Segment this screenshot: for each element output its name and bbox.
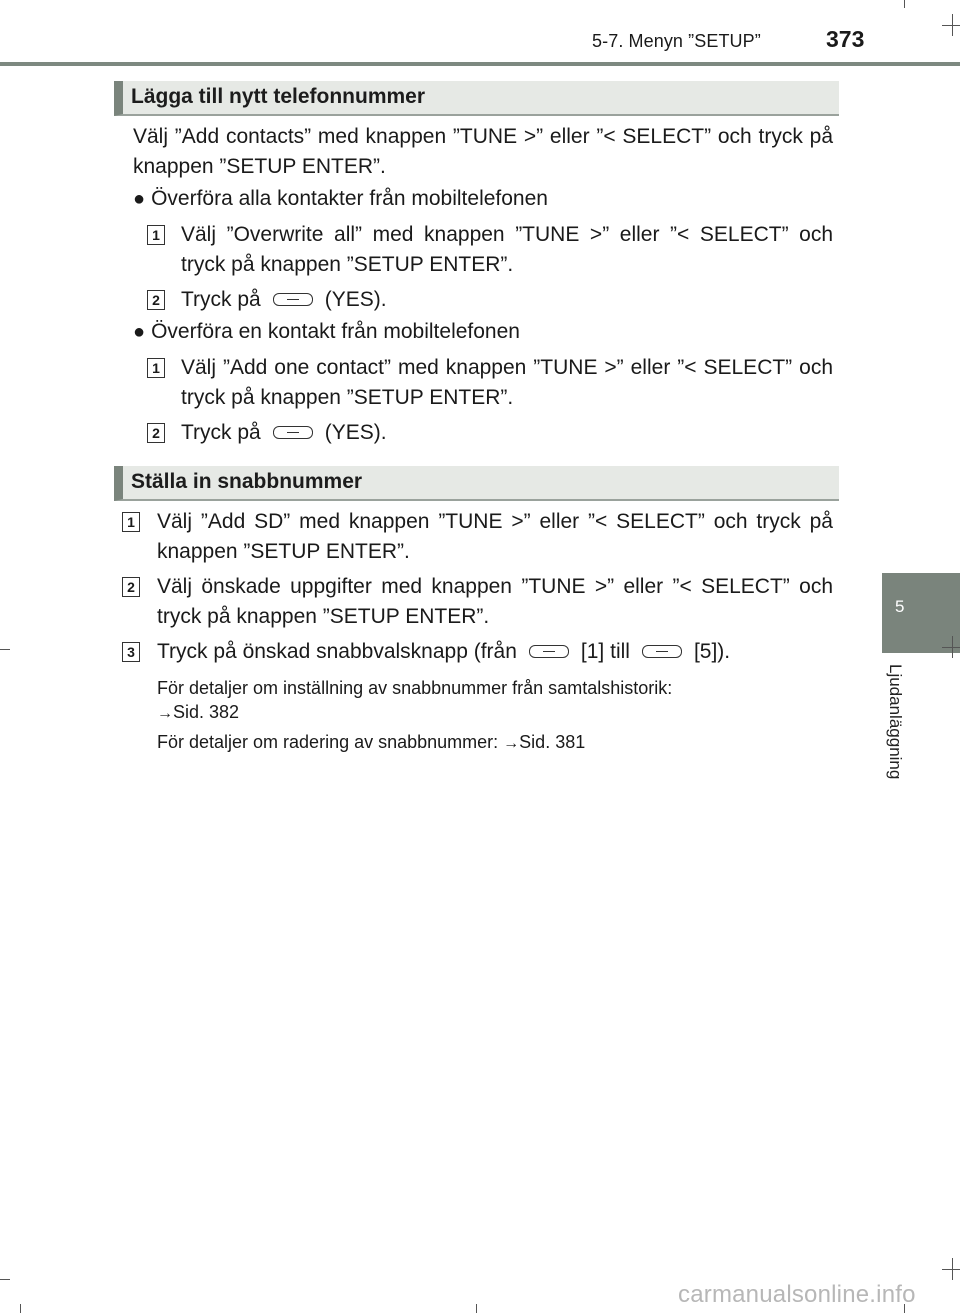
step-number-badge: 1 bbox=[147, 358, 165, 378]
note-delete-speed-dial bbox=[157, 730, 833, 756]
section-heading-add-phone-number bbox=[114, 81, 839, 116]
crop-mark bbox=[942, 1269, 960, 1270]
header-rule bbox=[0, 62, 960, 66]
phone-button-icon bbox=[529, 645, 569, 658]
crop-mark bbox=[904, 0, 905, 8]
crop-mark bbox=[0, 1279, 10, 1280]
watermark: carmanualsonline.info bbox=[678, 1281, 916, 1308]
phone-button-icon bbox=[273, 293, 313, 306]
section-heading-text: Ställa in snabbnummer bbox=[131, 470, 363, 493]
bullet-icon: ● bbox=[133, 321, 146, 343]
chapter-number: 5 bbox=[895, 597, 905, 616]
step-text: Välj ”Add one contact” med knappen ”TUNE >” eller ”< SELECT” och tryck på knappen ”SETUP ENTER”. bbox=[181, 356, 833, 409]
section-heading-speed-dial bbox=[114, 466, 839, 501]
page-reference-link[interactable]: Sid. 381 bbox=[519, 732, 586, 752]
phone-button-icon bbox=[642, 645, 682, 658]
step-number-badge: 3 bbox=[122, 642, 140, 662]
step-text-mid: [1] till bbox=[580, 640, 630, 663]
step-number-badge: 2 bbox=[147, 423, 165, 443]
bullet-transfer-all bbox=[133, 184, 548, 215]
crop-mark bbox=[942, 25, 960, 26]
note-text: För detaljer om inställning av snabbnummer från samtalshistorik: bbox=[157, 678, 673, 698]
phone-button-icon bbox=[273, 426, 313, 439]
step-text: Välj ”Add SD” med knappen ”TUNE >” eller ”< SELECT” och tryck på knappen ”SETUP ENTER”. bbox=[157, 510, 833, 563]
bullet-transfer-one bbox=[133, 317, 520, 348]
step-text: Välj önskade uppgifter med knappen ”TUNE >” eller ”< SELECT” och tryck på knappen ”SETUP ENTER”. bbox=[157, 575, 833, 628]
section-title: 5-7. Menyn ”SETUP” bbox=[592, 31, 761, 51]
step-text-pre: Tryck på bbox=[181, 288, 261, 311]
crop-mark bbox=[20, 1304, 21, 1313]
arrow-right-icon: → bbox=[157, 705, 173, 722]
crop-mark bbox=[476, 1304, 477, 1313]
step-number-badge: 2 bbox=[122, 577, 140, 597]
chapter-label-text: Ljudanläggning bbox=[886, 664, 905, 780]
step-text-post: [5]). bbox=[693, 640, 731, 663]
page-reference-link[interactable]: Sid. 382 bbox=[173, 702, 240, 722]
step-text-pre: Tryck på bbox=[181, 421, 261, 444]
step-text-post: (YES). bbox=[324, 421, 387, 444]
note-text: För detaljer om radering av snabbnummer: bbox=[157, 732, 499, 752]
page-number: 373 bbox=[826, 26, 865, 52]
step-number-badge: 1 bbox=[147, 225, 165, 245]
bullet-text: Överföra en kontakt från mobiltelefonen bbox=[151, 320, 520, 343]
step-text-pre: Tryck på önskad snabbvalsknapp (från bbox=[157, 640, 517, 663]
crop-mark bbox=[942, 647, 960, 648]
step-number-badge: 1 bbox=[122, 512, 140, 532]
chapter-tab bbox=[882, 573, 960, 653]
step-text bbox=[181, 418, 387, 448]
section-heading-text: Lägga till nytt telefonnummer bbox=[131, 85, 426, 108]
chapter-label bbox=[885, 664, 915, 804]
bullet-text: Överföra alla kontakter från mobiltelefonen bbox=[151, 187, 548, 210]
step-text: Välj ”Overwrite all” med knappen ”TUNE >” eller ”< SELECT” och tryck på knappen ”SETUP ENTER”. bbox=[181, 223, 833, 276]
intro-paragraph: Välj ”Add contacts” med knappen ”TUNE >” eller ”< SELECT” och tryck på knappen ”SETUP ENTER”. bbox=[133, 125, 833, 178]
crop-mark bbox=[0, 649, 10, 650]
step-text-post: (YES). bbox=[324, 288, 387, 311]
step-number-badge: 2 bbox=[147, 290, 165, 310]
bullet-icon: ● bbox=[133, 188, 146, 210]
note-call-history bbox=[157, 676, 833, 726]
step-text bbox=[181, 285, 387, 315]
arrow-right-icon: → bbox=[503, 735, 520, 752]
step-text bbox=[157, 637, 730, 667]
